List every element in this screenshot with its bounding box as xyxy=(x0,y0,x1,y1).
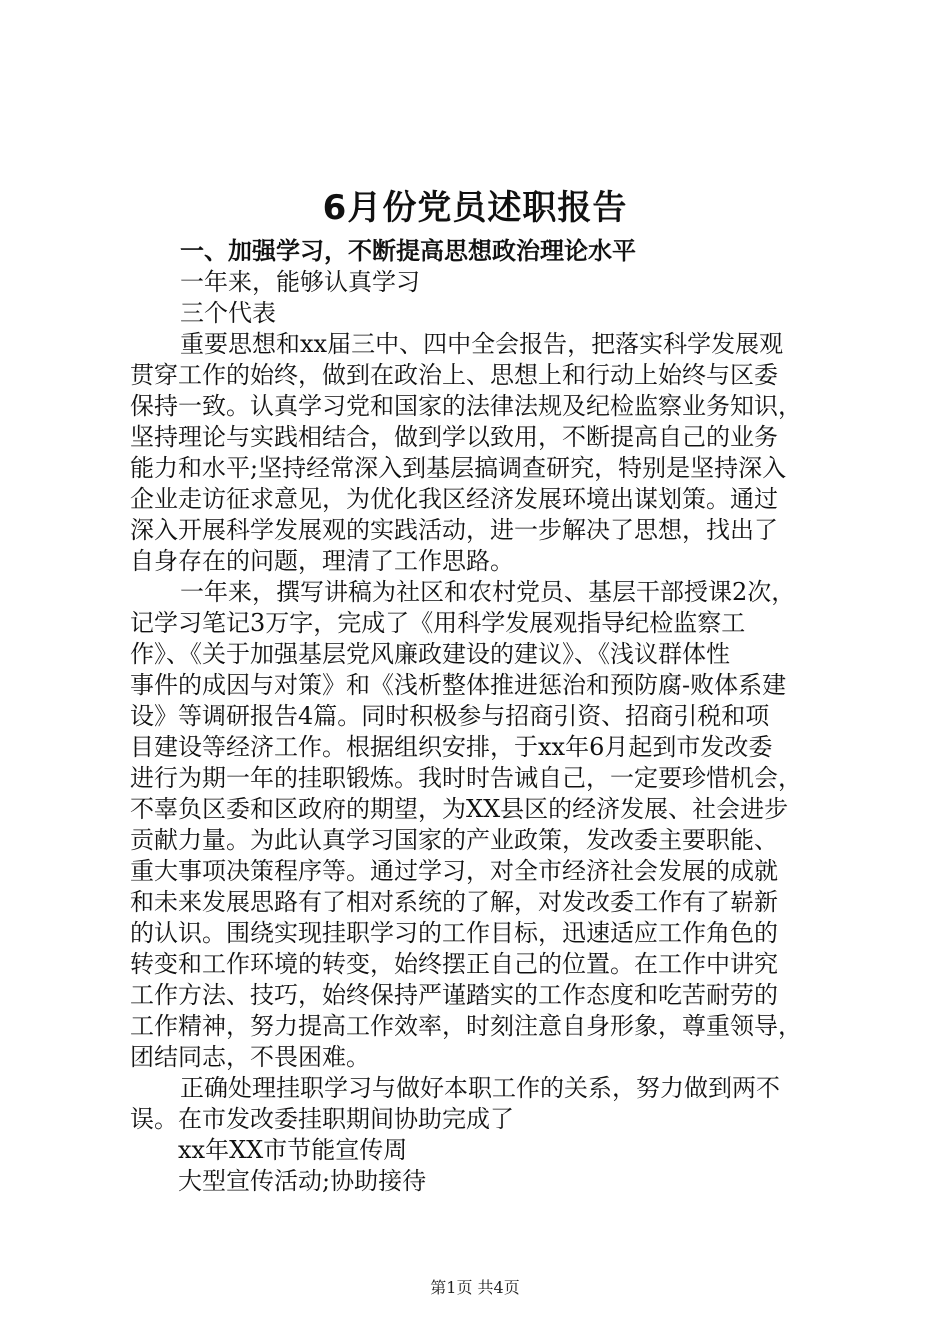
text-line: 贯穿工作的始终，做到在政治上、思想上和行动上始终与区委 xyxy=(130,361,778,389)
text-line: 工作精神，努力提高工作效率，时刻注意自身形象，尊重领导， xyxy=(130,1012,802,1040)
text-line: 贡献力量。为此认真学习国家的产业政策，发改委主要职能、 xyxy=(130,826,778,854)
text-line: 事件的成因与对策》和《浅析整体推进惩治和预防腐-败体系建 xyxy=(130,671,787,699)
body-text xyxy=(130,267,850,1197)
text-line: 一年来，撰写讲稿为社区和农村党员、基层干部授课2次， xyxy=(180,578,796,606)
text-line: 和未来发展思路有了相对系统的了解，对发改委工作有了崭新 xyxy=(130,888,778,916)
text-line: 三个代表 xyxy=(180,299,276,327)
text-line: 重要思想和xx届三中、四中全会报告，把落实科学发展观 xyxy=(180,330,784,358)
text-line: 团结同志，不畏困难。 xyxy=(130,1043,370,1071)
text-line: 企业走访征求意见，为优化我区经济发展环境出谋划策。通过 xyxy=(130,485,778,513)
text-line: 大型宣传活动;协助接待 xyxy=(178,1167,427,1195)
text-line: 作》、《关于加强基层党风廉政建设的建议》、《浅议群体性 xyxy=(130,640,730,668)
text-line: 目建设等经济工作。根据组织安排，于xx年6月起到市发改委 xyxy=(130,733,773,761)
document-title: 6月份党员述职报告 xyxy=(322,188,628,228)
text-line: 转变和工作环境的转变，始终摆正自己的位置。在工作中讲究 xyxy=(130,950,778,978)
text-line: 重大事项决策程序等。通过学习，对全市经济社会发展的成就 xyxy=(130,857,778,885)
text-line: 记学习笔记3万字，完成了《用科学发展观指导纪检监察工 xyxy=(130,609,746,637)
text-line: 保持一致。认真学习党和国家的法律法规及纪检监察业务知识， xyxy=(130,392,802,420)
text-line: xx年XX市节能宣传周 xyxy=(178,1136,408,1164)
text-line: 自身存在的问题，理清了工作思路。 xyxy=(130,547,514,575)
text-line: 一年来，能够认真学习 xyxy=(180,268,420,296)
text-line: 能力和水平;坚持经常深入到基层搞调查研究，特别是坚持深入 xyxy=(130,454,787,482)
text-line: 坚持理论与实践相结合，做到学以致用，不断提高自己的业务 xyxy=(130,423,778,451)
section-heading: 一、加强学习，不断提高思想政治理论水平 xyxy=(180,237,636,265)
text-line: 误。在市发改委挂职期间协助完成了 xyxy=(130,1105,514,1133)
text-line: 不辜负区委和区政府的期望，为XX县区的经济发展、社会进步 xyxy=(130,795,789,823)
text-line: 的认识。围绕实现挂职学习的工作目标，迅速适应工作角色的 xyxy=(130,919,778,947)
page-footer: 第1页 共4页 xyxy=(430,1278,520,1297)
text-line: 设》等调研报告4篇。同时积极参与招商引资、招商引税和项 xyxy=(130,702,770,730)
text-line: 工作方法、技巧，始终保持严谨踏实的工作态度和吃苦耐劳的 xyxy=(130,981,778,1009)
text-line: 深入开展科学发展观的实践活动，进一步解决了思想，找出了 xyxy=(130,516,778,544)
text-line: 正确处理挂职学习与做好本职工作的关系，努力做到两不 xyxy=(180,1074,780,1102)
text-line: 进行为期一年的挂职锻炼。我时时告诫自己，一定要珍惜机会， xyxy=(130,764,802,792)
